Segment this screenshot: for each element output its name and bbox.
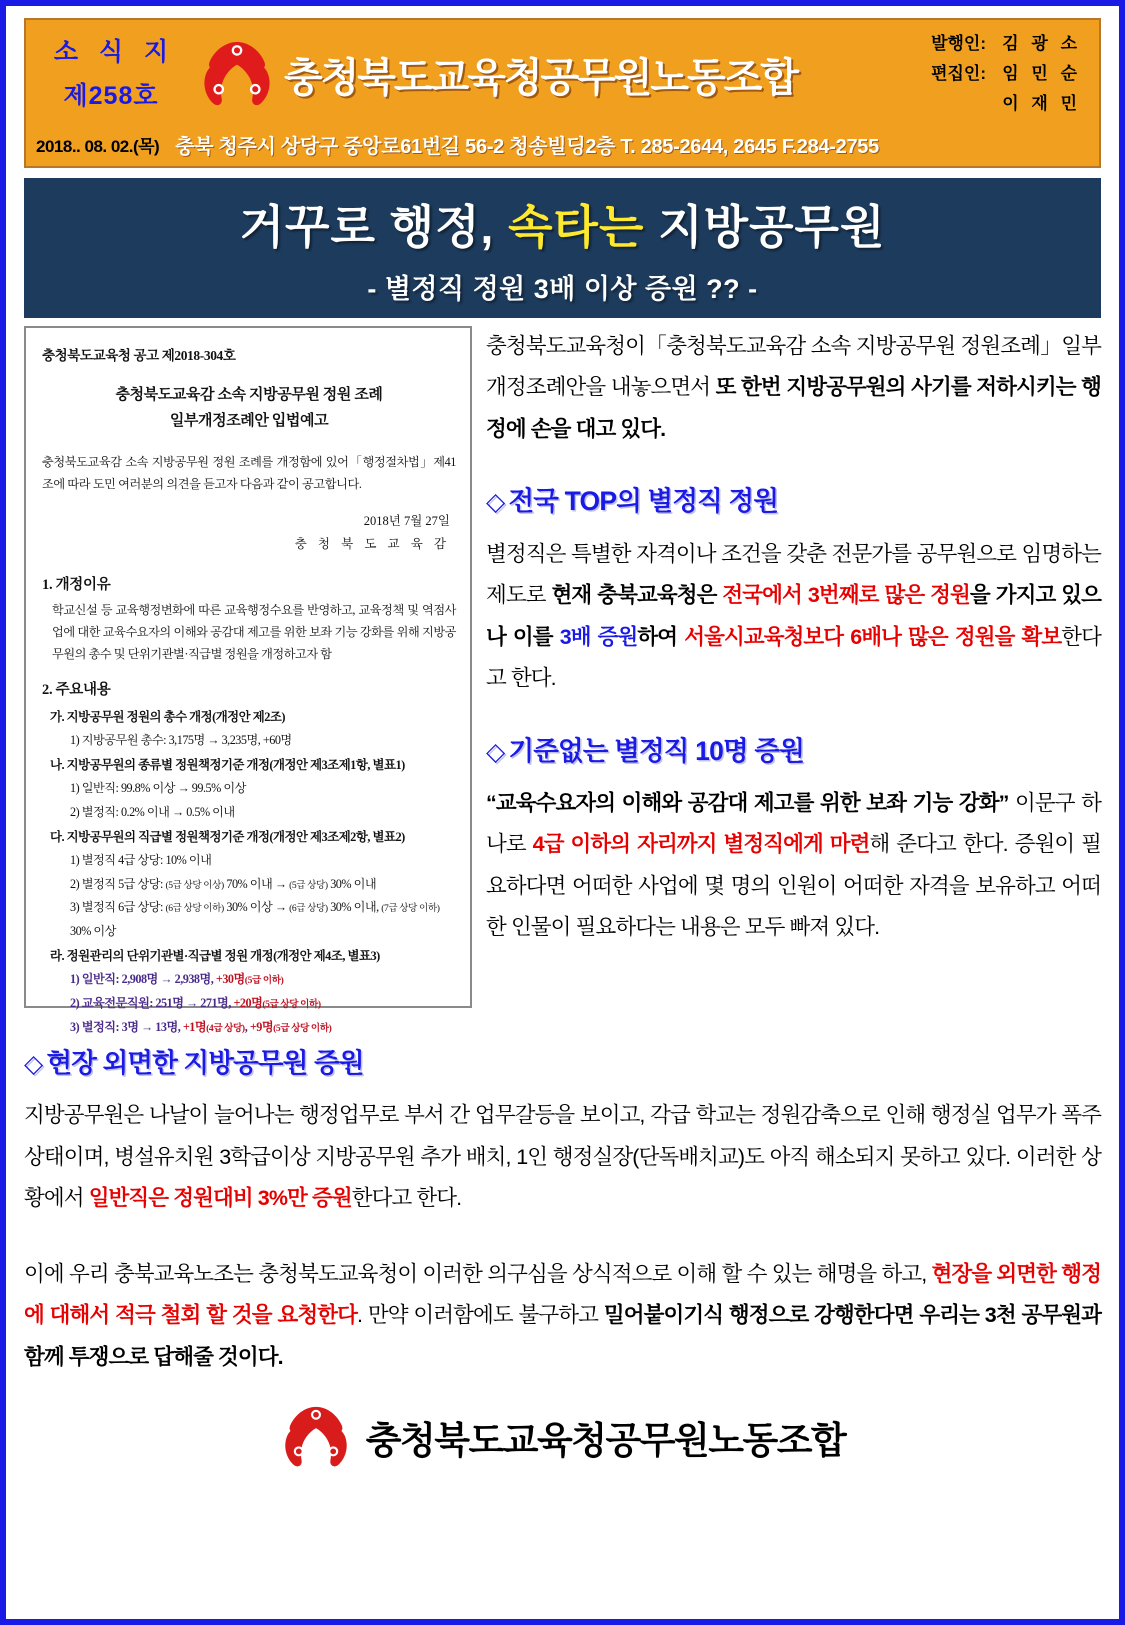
paragraph-spacer: [24, 1220, 1101, 1254]
section-heading-field-ignored: [24, 1038, 1101, 1089]
issue-block: [36, 34, 186, 115]
notice-item-ra-2: 2) 교육전문직원: 251명 → 271명, +20명(5급 상당 이하): [70, 995, 321, 1010]
trefoil-union-logo-icon: [198, 39, 276, 109]
masthead: [24, 18, 1101, 168]
footer-org-name: 충청북도교육청공무원노동조합: [365, 1420, 846, 1462]
publisher-row: [875, 29, 1081, 59]
notice-item-da-1: 1) 별정직 4급 상당: 10% 이내: [70, 852, 212, 867]
article-section3-paragraph: 지방공무원은 나날이 늘어나는 행정업무로 부서 간 업무갈등을 보이고, 각급 학교는 정원감축으로 인해 행정실 업무가 폭주상태이며, 병설유치원 3학급이상 지방공무원 추가 배치, 1인 행정실장(단독배치교)도 아직 해소되지 못하고 있다. 이러한 상황에서 일반직은 정원대비 3%만 증원한다고 한다.: [24, 1103, 1101, 1211]
headline-main-part2: 지방공무원: [644, 200, 886, 253]
article-lead-paragraph: 충청북도교육청이「충청북도교육감 소속 지방공무원 정원조례」일부개정조례안을 내놓으면서 또 한번 지방공무원의 사기를 저하시키는 행정에 손을 대고 있다.: [486, 334, 1101, 441]
notice-item-ra-3: 3) 별정직: 3명 → 13명, +1명(4급 상당), +9명(5급 상당 이하): [70, 1019, 332, 1034]
notice-intro: 충청북도교육감 소속 지방공무원 정원 조례를 개정함에 있어「행정절차법」제41조에 따라 도민 여러분의 의견을 듣고자 다음과 같이 공고합니다.: [42, 454, 456, 492]
editor-role-label: 편집인:: [931, 64, 986, 84]
publisher-name: 김 광 소: [1002, 34, 1081, 54]
notice-item-ga-1: 1) 지방공무원 총수: 3,175명 → 3,235명, +60명: [70, 733, 292, 748]
notice-section1-body: 학교신설 등 교육행정변화에 따른 교육행정수요를 반영하고, 교육정책 및 역점사업에 대한 교육수요자의 이해와 공감대 제고를 위한 보좌 기능 강화를 위해 지방공무원의 총수 및 단위기관별·직급별 정원을 개정하고자 함: [52, 603, 456, 662]
notice-title-line1: 충청북도교육감 소속 지방공무원 정원 조례: [115, 387, 383, 403]
publisher-role-label: 발행인:: [931, 34, 986, 54]
footer: [24, 1404, 1101, 1470]
masthead-top-row: [26, 20, 1099, 128]
editor-name-2: 이 재 민: [1002, 93, 1081, 113]
editor-row: [875, 59, 1081, 89]
editor-row-2: [875, 89, 1081, 119]
issue-date: 2018.. 08. 02.(목): [36, 136, 160, 156]
section-heading-text-2: 기준없는 별정직 10명 증원: [508, 735, 804, 766]
masthead-org-name: 충청북도교육청공무원노동조합: [284, 55, 797, 100]
brand-block: [186, 39, 875, 109]
notice-item-da: 다. 지방공무원의 직급별 정원책정기준 개정(개정안 제3조제2항, 별표2): [50, 829, 405, 844]
diamond-bullet-icon-2: ◇: [486, 737, 505, 766]
headline-main-part1: 거꾸로 행정,: [239, 200, 509, 253]
notice-doc-number: 충청북도교육청 공고 제2018-304호: [42, 348, 236, 363]
headline-banner: [24, 178, 1101, 318]
article-section2-paragraph: “교육수요자의 이해와 공감대 제고를 위한 보좌 기능 강화” 이문구 하나로 4급 이하의 자리까지 별정직에게 마련해 준다고 한다. 증원이 필요하다면 어떠한 사업에 몇 명의 인원이 어떠한 자격을 보유하고 어떠한 인물이 필요하다는 내용은 모두 빠져 있다.: [486, 790, 1101, 940]
staff-block: [875, 29, 1085, 118]
office-address: 충북 청주시 상당구 중앙로61번길 56-2 청송빌딩2층 T. 285-2644, 2645 F.284-2755: [175, 135, 879, 158]
diamond-bullet-icon-3: ◇: [24, 1050, 43, 1078]
article-closing-paragraph: 이에 우리 충북교육노조는 충청북도교육청이 이러한 의구심을 상식적으로 이해 할 수 있는 해명을 하고, 현장을 외면한 행정에 대해서 적극 철회 할 것을 요청한다. 만약 이러함에도 불구하고 밀어붙이기식 행정으로 강행한다면 우리는 3천 공무원과 함께 투쟁으로 답해줄 것이다.: [24, 1261, 1101, 1369]
issue-number: 제258호: [63, 82, 159, 110]
notice-sign-date: 2018년 7월 27일: [363, 513, 450, 528]
notice-signature: [42, 510, 456, 558]
notice-item-na-1: 1) 일반직: 99.8% 이상 → 99.5% 이상: [70, 781, 246, 796]
notice-item-na: 나. 지방공무원의 종류별 정원책정기준 개정(개정안 제3조제1항, 별표1): [50, 757, 405, 772]
notice-item-da-3: 3) 별정직 6급 상당: (6급 상당 이하) 30% 이상 → (6급 상당) 30% 이내, (7급 상당 이하) 30% 이상: [70, 900, 440, 939]
section-heading-text: 전국 TOP의 별정직 정원: [508, 486, 779, 517]
notice-sign-org: 충 청 북 도 교 육 감: [294, 537, 450, 552]
notice-section2-title: 2. 주요내용: [42, 681, 111, 698]
notice-item-da-2: 2) 별정직 5급 상당: (5급 상당 이상) 70% 이내 → (5급 상당) 30% 이내: [70, 876, 377, 891]
notice-section1-title: 1. 개정이유: [42, 577, 111, 594]
headline-main: [240, 191, 886, 257]
official-notice-document: [24, 326, 472, 1034]
notice-item-ra: 라. 정원관리의 단위기관별·직급별 정원 개정(개정안 제4조, 별표3): [50, 949, 380, 964]
notice-item-ra-1: 1) 일반직: 2,908명 → 2,938명, +30명(5급 이하): [70, 972, 284, 987]
notice-item-ga: 가. 지방공무원 정원의 총수 개정(개정안 제2조): [50, 709, 285, 724]
notice-title-line2: 일부개정조례안 입법예고: [169, 413, 329, 430]
issue-label: 소 식 지: [53, 37, 176, 66]
section-heading-text-3: 현장 외면한 지방공무원 증원: [46, 1048, 364, 1078]
editor-name-1: 임 민 순: [1002, 64, 1081, 84]
notice-title: [42, 382, 456, 435]
article-content: [24, 326, 1101, 1378]
masthead-contact-row: [26, 128, 1099, 166]
notice-item-na-2: 2) 별정직: 0.2% 이내 → 0.5% 이내: [70, 804, 235, 819]
headline-subtitle: - 별정직 정원 3배 이상 증원 ?? -: [367, 273, 758, 304]
footer-trefoil-union-logo-icon: [280, 1404, 352, 1470]
article-section1-paragraph: 별정직은 특별한 자격이나 조건을 갖춘 전문가를 공무원으로 임명하는 제도로 현재 충북교육청은 전국에서 3번째로 많은 정원을 가지고 있으나 이를 3배 증원하여 서울시교육청보다 6배나 많은 정원을 확보한다고 한다.: [486, 541, 1101, 691]
headline-main-accent: 속타는: [508, 200, 645, 253]
diamond-bullet-icon: ◇: [486, 488, 505, 517]
